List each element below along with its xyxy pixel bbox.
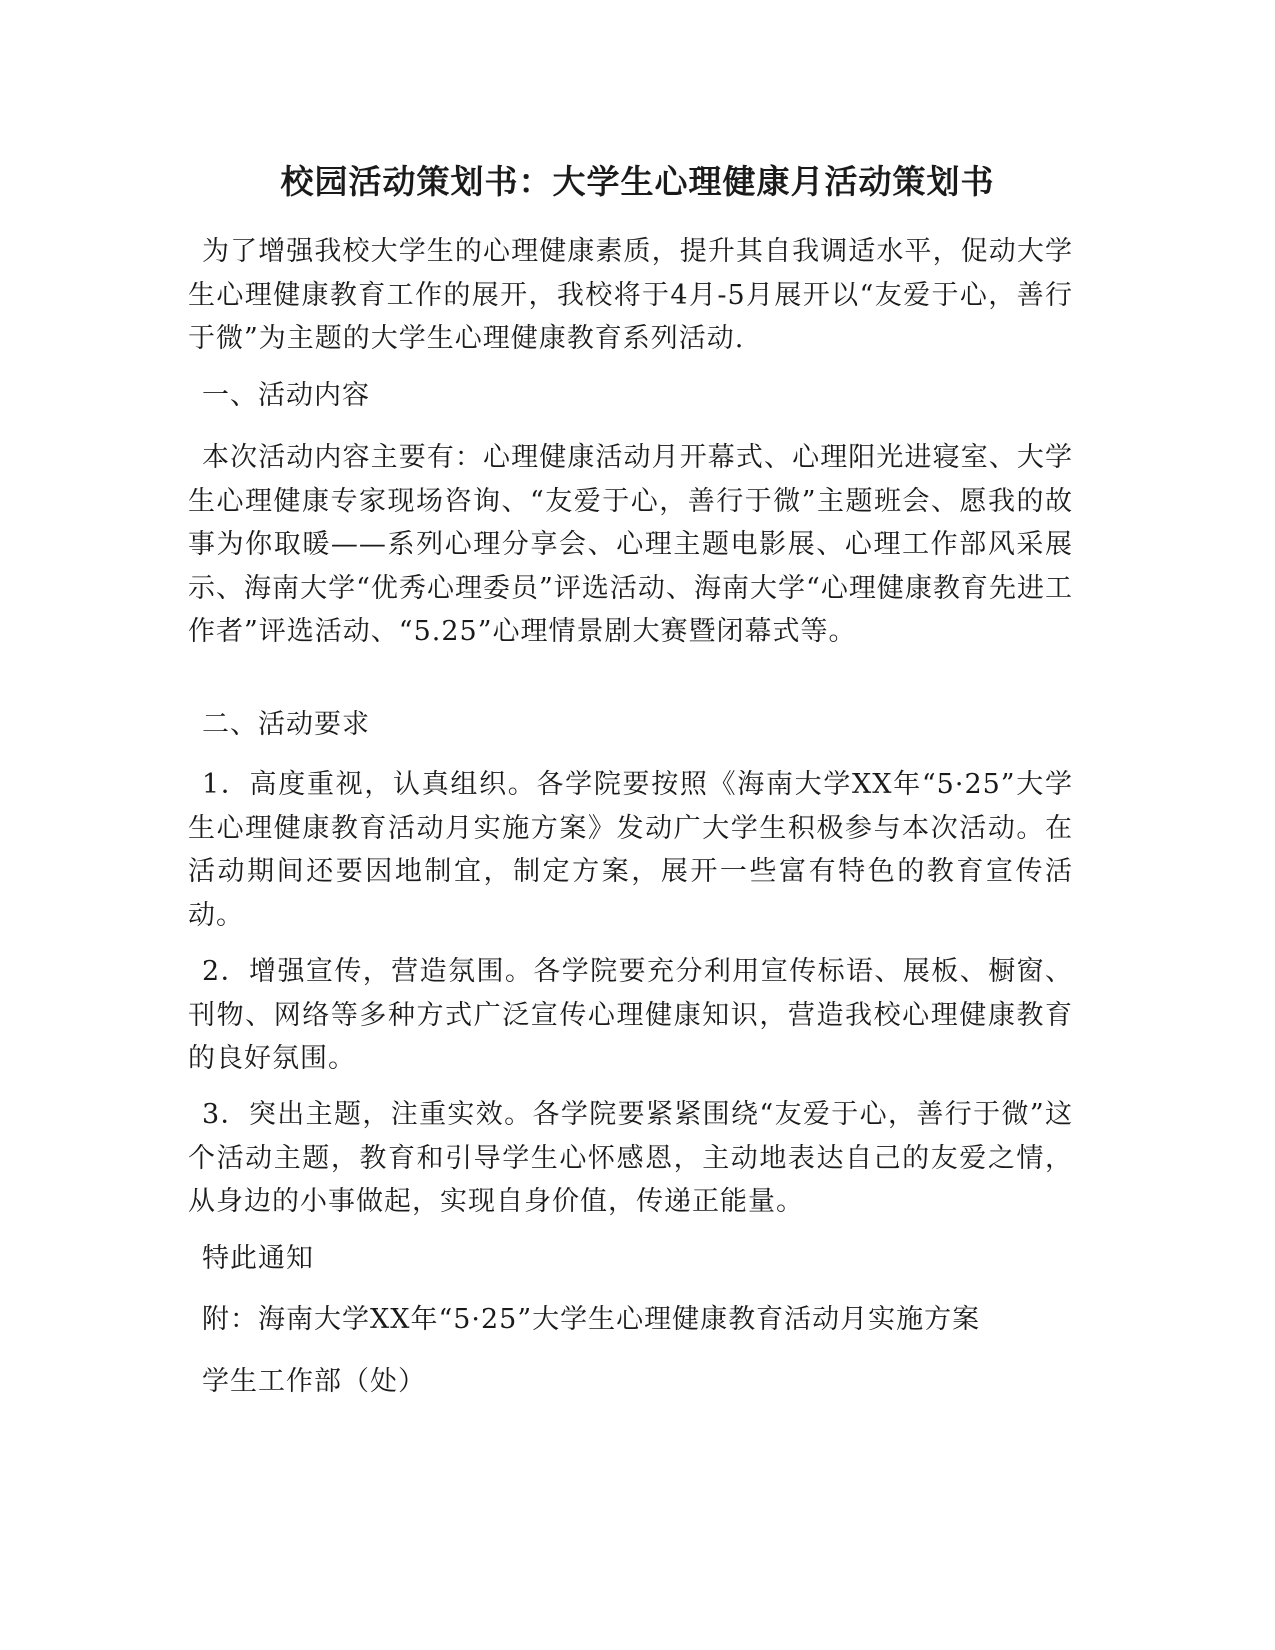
notice-line: 特此通知 [202,1243,314,1274]
section-heading-requirements: 二、活动要求 [202,709,370,740]
section-heading-content: 一、活动内容 [202,380,370,411]
section-content-paragraph: 本次活动内容主要有：心理健康活动月开幕式、心理阳光进寝室、大学生心理健康专家现场咨询、“友爱于心，善行于微”主题班会、愿我的故事为你取暖——系列心理分享会、心理主题电影展、心理工作部风采展示、海南大学“优秀心理委员”评选活动、海南大学“心理健康教育先进工作者”评选活动、“5.25”心理情景剧大赛暨闭幕式等。 [188,442,1073,647]
signature-line: 学生工作部（处） [202,1366,426,1397]
attachment-line: 附：海南大学XX年“5·25”大学生心理健康教育活动月实施方案 [202,1304,981,1335]
requirement-item-1: 1．高度重视，认真组织。各学院要按照《海南大学XX年“5·25”大学生心理健康教育活动月实施方案》发动广大学生积极参与本次活动。在活动期间还要因地制宜，制定方案，展开一些富有特色的教育宣传活动。 [188,769,1073,931]
requirement-item-2: 2．增强宣传，营造氛围。各学院要充分利用宣传标语、展板、橱窗、刊物、网络等多种方式广泛宣传心理健康知识，营造我校心理健康教育的良好氛围。 [188,956,1073,1074]
intro-paragraph: 为了增强我校大学生的心理健康素质，提升其自我调适水平，促动大学生心理健康教育工作的展开，我校将于4月-5月展开以“友爱于心，善行于微”为主题的大学生心理健康教育系列活动. [188,236,1073,354]
requirement-item-3: 3．突出主题，注重实效。各学院要紧紧围绕“友爱于心，善行于微”这个活动主题，教育和引导学生心怀感恩，主动地表达自己的友爱之情，从身边的小事做起，实现自身价值，传递正能量。 [188,1099,1073,1217]
document-title: 校园活动策划书：大学生心理健康月活动策划书 [280,162,995,201]
